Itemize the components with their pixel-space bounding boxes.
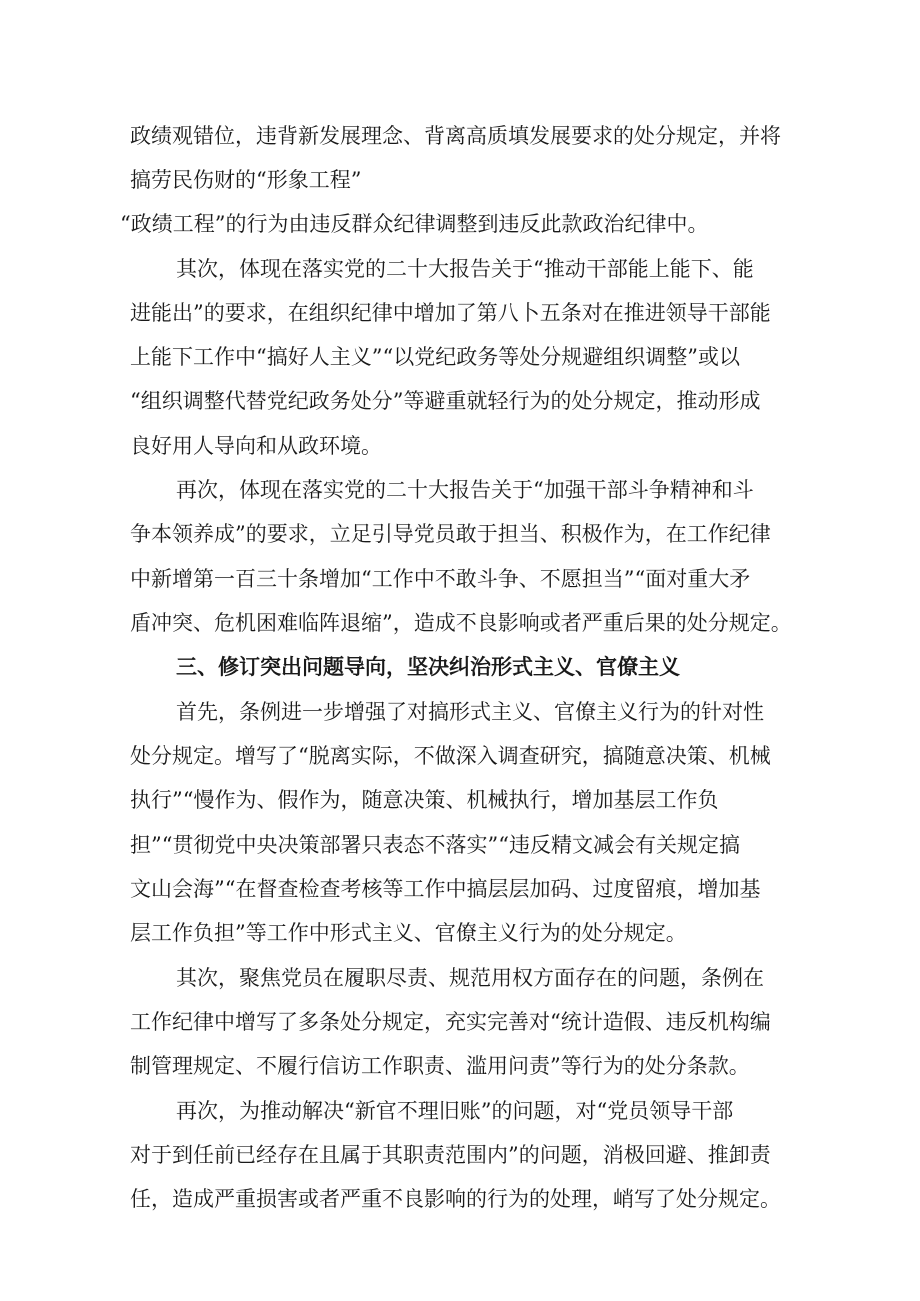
text-line-22: 制管理规定、不履行信访工作职责、滥用问责”等行为的处分条款。 xyxy=(130,1054,750,1078)
text-line-18: 文山会海”“在督查检查考核等工作中搞层层加码、过度留痕，增加基 xyxy=(130,877,761,901)
paragraph-start-line: 其次，体现在落实党的二十大报告关于“推动干部能上能下、能 xyxy=(176,257,754,281)
paragraph-start-line: 其次，聚焦党员在履职尽责、规范用权方面存在的问题，条例在 xyxy=(176,966,764,990)
paragraph-start-line: 首先，条例进一步增强了对搞形式主义、官僚主义行为的针对性 xyxy=(176,700,764,724)
text-line-12: 盾冲突、危机困难临阵退缩”，造成不良影响或者严重后果的处分规定。 xyxy=(130,611,792,635)
section-heading: 三、修订突出问题导向，坚决纠治形式主义、官僚主义 xyxy=(176,654,680,679)
text-line-1: 政绩观错位，违背新发展理念、背离高质填发展要求的处分规定，并将 xyxy=(130,124,781,148)
text-line-17: 担”“贯彻党中央决策部署只表态不落实”“违反精文减会有关规定搞 xyxy=(130,833,740,857)
text-line-2: 搞劳民伤财的“形象工程” xyxy=(130,168,362,192)
text-line-25: 任，造成严重损害或者严重不良影响的行为的处理，峭写了处分规定。 xyxy=(130,1187,781,1211)
text-line-6: 上能下工作中“搞好人主义”“以党纪政务等处分规避组织调整”或以 xyxy=(130,345,740,369)
text-line-16: 执行”“慢作为、假作为，随意决策、机械执行，增加基层工作负 xyxy=(130,788,719,812)
text-line-5: 进能出”的要求，在组织纪律中增加了第八卜五条对在推进领导干部能 xyxy=(130,301,771,325)
text-line-15: 处分规定。增写了“脱离实际，不做深入调查研究，搞随意决策、机械 xyxy=(130,744,771,768)
paragraph-start-line: 再次，为推动解决“新官不理旧账”的问题，对“党员领导干部 xyxy=(176,1099,734,1123)
text-line-21: 工作纪律中增写了多条处分规定，充实完善对“统计造假、违反机构编 xyxy=(130,1010,771,1034)
text-line-10: 争本领养成”的要求，立足引导党员敢于担当、积极作为，在工作纪律 xyxy=(130,522,771,546)
text-line-8: 良好用人导向和从政环境。 xyxy=(130,434,382,458)
text-line-11: 中新增第一百三十条增加“工作中不敢斗争、不愿担当”“面对重大矛 xyxy=(130,567,751,591)
text-line-7: “组织调整代替党纪政务处分”等避重就轻行为的处分规定，推动形成 xyxy=(130,389,761,413)
text-line-19: 层工作负担”等工作中形式主义、官僚主义行为的处分规定。 xyxy=(130,921,687,945)
text-line-3: “政绩工程”的行为由违反群众纪律调整到违反此款政治纪律中。 xyxy=(120,212,709,236)
text-line-24: 对于到任前已经存在且属于其职责范围内”的问题，消极回避、推卸责 xyxy=(130,1143,771,1167)
paragraph-start-line: 再次，体现在落实党的二十大报告关于“加强干部斗争精神和斗 xyxy=(176,478,754,502)
